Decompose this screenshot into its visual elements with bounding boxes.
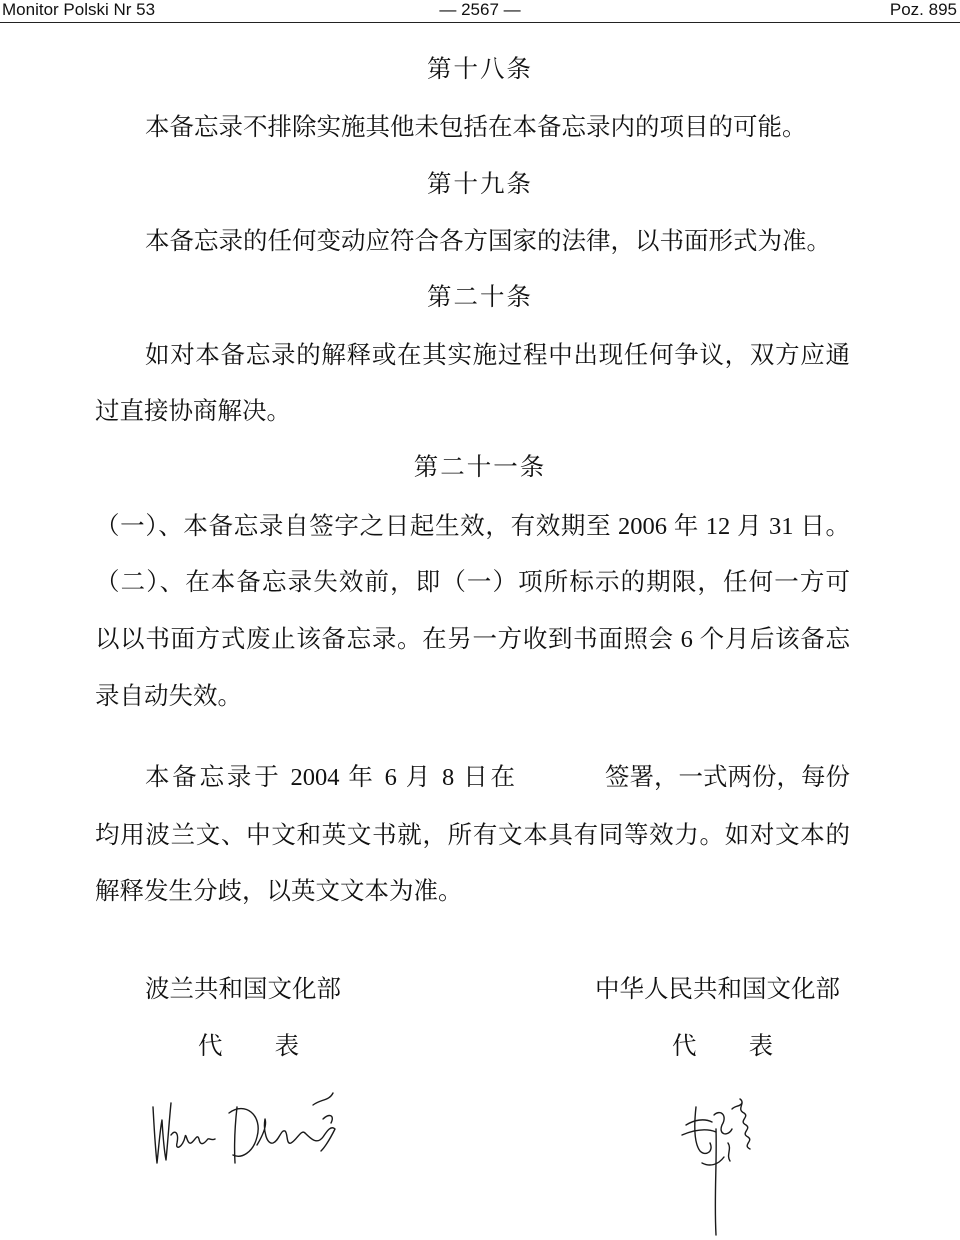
article-text-line: 如对本备忘录的解释或在其实施过程中出现任何争议，双方应通 <box>145 342 850 369</box>
article-heading: 第十九条 <box>427 171 533 198</box>
article-heading: 第二十条 <box>427 284 533 311</box>
closing-text-signing-date: 本备忘录于 2004 年 6 月 8 日在 <box>145 764 515 791</box>
closing-text-copies: 签署，一式两份，每份 <box>605 764 850 791</box>
article-heading: 第十八条 <box>427 56 533 83</box>
signature-poland <box>145 1085 345 1175</box>
signature-china <box>670 1085 780 1240</box>
closing-text-line: 均用波兰文、中文和英文书就，所有文本具有同等效力。如对文本的 <box>95 822 850 849</box>
article-text-line: 过直接协商解决。 <box>95 398 291 425</box>
signatory-party-china: 中华人民共和国文化部 <box>595 976 840 1003</box>
signatory-role-china: 代 表 <box>672 1033 774 1060</box>
signatory-role-poland: 代 表 <box>198 1033 300 1060</box>
closing-text-line: 解释发生分歧，以英文文本为准。 <box>95 878 463 905</box>
header-rule <box>0 22 960 23</box>
article-heading: 第二十一条 <box>413 454 547 481</box>
page-number: — 2567 — <box>439 0 521 19</box>
article-text-line: 以以书面方式废止该备忘录。在另一方收到书面照会 6 个月后该备忘 <box>95 626 850 653</box>
article-text-line: （一）、本备忘录自签字之日起生效，有效期至 2006 年 12 月 31 日。 <box>95 513 850 540</box>
position-number: Poz. 895 <box>889 0 957 19</box>
signatory-party-poland: 波兰共和国文化部 <box>145 976 341 1003</box>
article-text-line: （二）、在本备忘录失效前，即（一）项所标示的期限，任何一方可 <box>95 569 850 596</box>
journal-title: Monitor Polski Nr 53 <box>2 0 156 19</box>
article-text-line: 录自动失效。 <box>95 683 242 710</box>
article-text-line: 本备忘录不排除实施其他未包括在本备忘录内的项目的可能。 <box>145 114 807 141</box>
article-text-line: 本备忘录的任何变动应符合各方国家的法律，以书面形式为准。 <box>145 228 831 255</box>
